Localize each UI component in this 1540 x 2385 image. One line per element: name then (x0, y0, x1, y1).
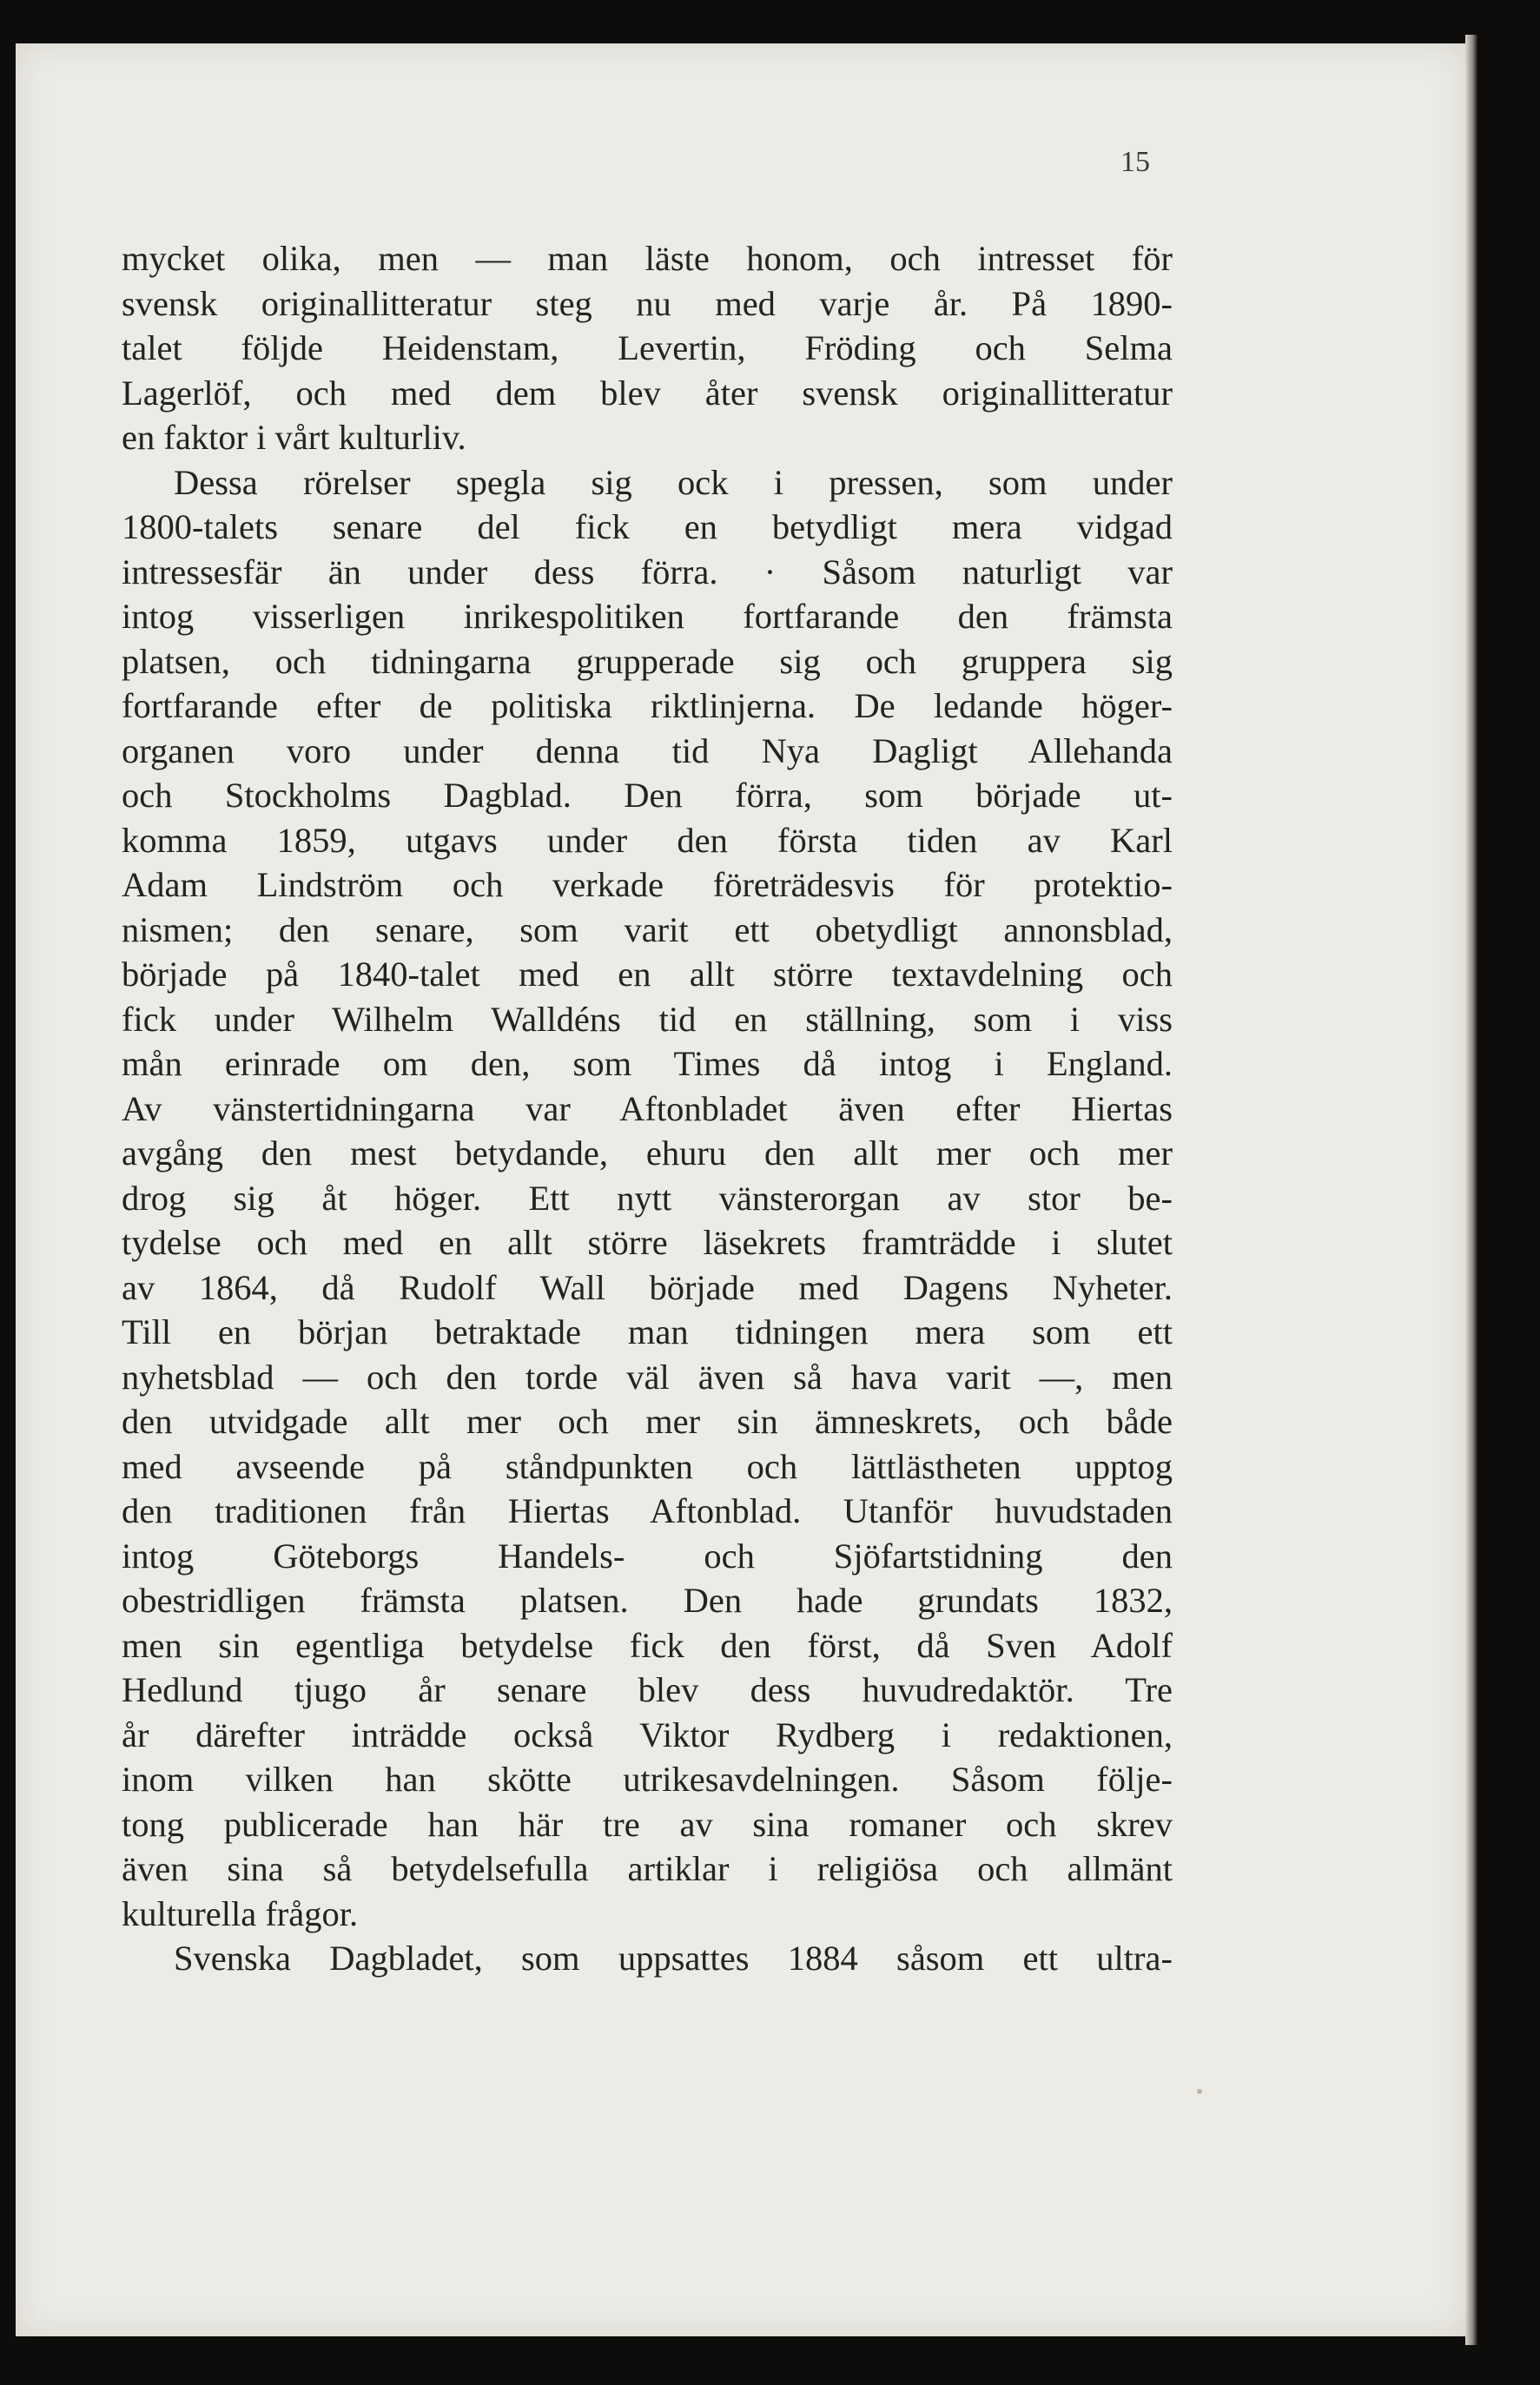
text-line: med avseende på ståndpunkten och lättlästheten upptog (122, 1446, 1173, 1486)
text-line: avgång den mest betydande, ehuru den allt mer och mer (122, 1133, 1173, 1173)
text-line: mycket olika, men — man läste honom, och intresset för (122, 239, 1173, 278)
text-line: Hedlund tjugo år senare blev dess huvudredaktör. Tre (122, 1670, 1173, 1709)
text-line: en faktor i vårt kulturliv. (122, 418, 466, 457)
paper-speck (1197, 2089, 1202, 2094)
text-line: Svenska Dagbladet, som uppsattes 1884 såsom ett ultra- (174, 1939, 1173, 1978)
text-line: nyhetsblad — och den torde väl även så hava varit —, men (122, 1357, 1173, 1397)
text-line: den traditionen från Hiertas Aftonblad. Utanför huvudstaden (122, 1491, 1173, 1530)
text-line: och Stockholms Dagblad. Den förra, som började ut- (122, 776, 1173, 815)
text-line: intressesfär än under dess förra. · Såsom naturligt var (122, 552, 1173, 591)
text-line: drog sig åt höger. Ett nytt vänsterorgan av stor be- (122, 1178, 1173, 1218)
text-line: organen voro under denna tid Nya Dagligt Allehanda (122, 730, 1173, 770)
text-line: intog visserligen inrikespolitiken fortfarande den främsta (122, 597, 1173, 636)
text-line: fick under Wilhelm Walldéns tid en ställning, som i viss (122, 999, 1173, 1039)
page-number: 15 (1120, 146, 1150, 178)
text-line: fortfarande efter de politiska riktlinjerna. De ledande höger- (122, 686, 1173, 725)
text-line: kulturella frågor. (122, 1893, 359, 1933)
text-line: mån erinrade om den, som Times då intog i England. (122, 1044, 1173, 1083)
text-line: den utvidgade allt mer och mer sin ämneskrets, och både (122, 1402, 1173, 1441)
text-line: talet följde Heidenstam, Levertin, Fröding och Selma (122, 328, 1173, 367)
text-line: Av vänstertidningarna var Aftonbladet även efter Hiertas (122, 1088, 1173, 1128)
text-line: svensk originallitteratur steg nu med varje år. På 1890- (122, 283, 1173, 323)
body-text (122, 236, 1173, 1981)
text-line: nismen; den senare, som varit ett obetydligt annonsblad, (122, 909, 1173, 949)
text-line: 1800-talets senare del fick en betydligt mera vidgad (122, 507, 1173, 546)
text-line: komma 1859, utgavs under den första tiden av Karl (122, 820, 1173, 860)
text-line: Till en början betraktade man tidningen mera som ett (122, 1312, 1173, 1351)
text-line: även sina så betydelsefulla artiklar i religiösa och allmänt (122, 1849, 1173, 1888)
page-edge (1465, 35, 1477, 2345)
text-line: Dessa rörelser spegla sig ock i pressen, som under (174, 462, 1173, 502)
text-line: av 1864, då Rudolf Wall började med Dagens Nyheter. (122, 1267, 1173, 1307)
text-line: intog Göteborgs Handels- och Sjöfartstidning den (122, 1536, 1173, 1576)
text-line: men sin egentliga betydelse fick den först, då Sven Adolf (122, 1625, 1173, 1665)
text-line: tong publicerade han här tre av sina romaner och skrev (122, 1804, 1173, 1844)
text-line: obestridligen främsta platsen. Den hade grundats 1832, (122, 1581, 1173, 1620)
text-line: Adam Lindström och verkade företrädesvis för protektio- (122, 865, 1173, 904)
text-line: platsen, och tidningarna grupperade sig och gruppera sig (122, 641, 1173, 681)
text-line: tydelse och med en allt större läsekrets framträdde i slutet (122, 1223, 1173, 1262)
text-line: Lagerlöf, och med dem blev åter svensk originallitteratur (122, 373, 1173, 413)
text-line: började på 1840-talet med en allt större textavdelning och (122, 955, 1173, 994)
text-line: inom vilken han skötte utrikesavdelningen. Såsom följe- (122, 1760, 1173, 1799)
text-line: år därefter inträdde också Viktor Rydberg i redaktionen, (122, 1714, 1173, 1754)
